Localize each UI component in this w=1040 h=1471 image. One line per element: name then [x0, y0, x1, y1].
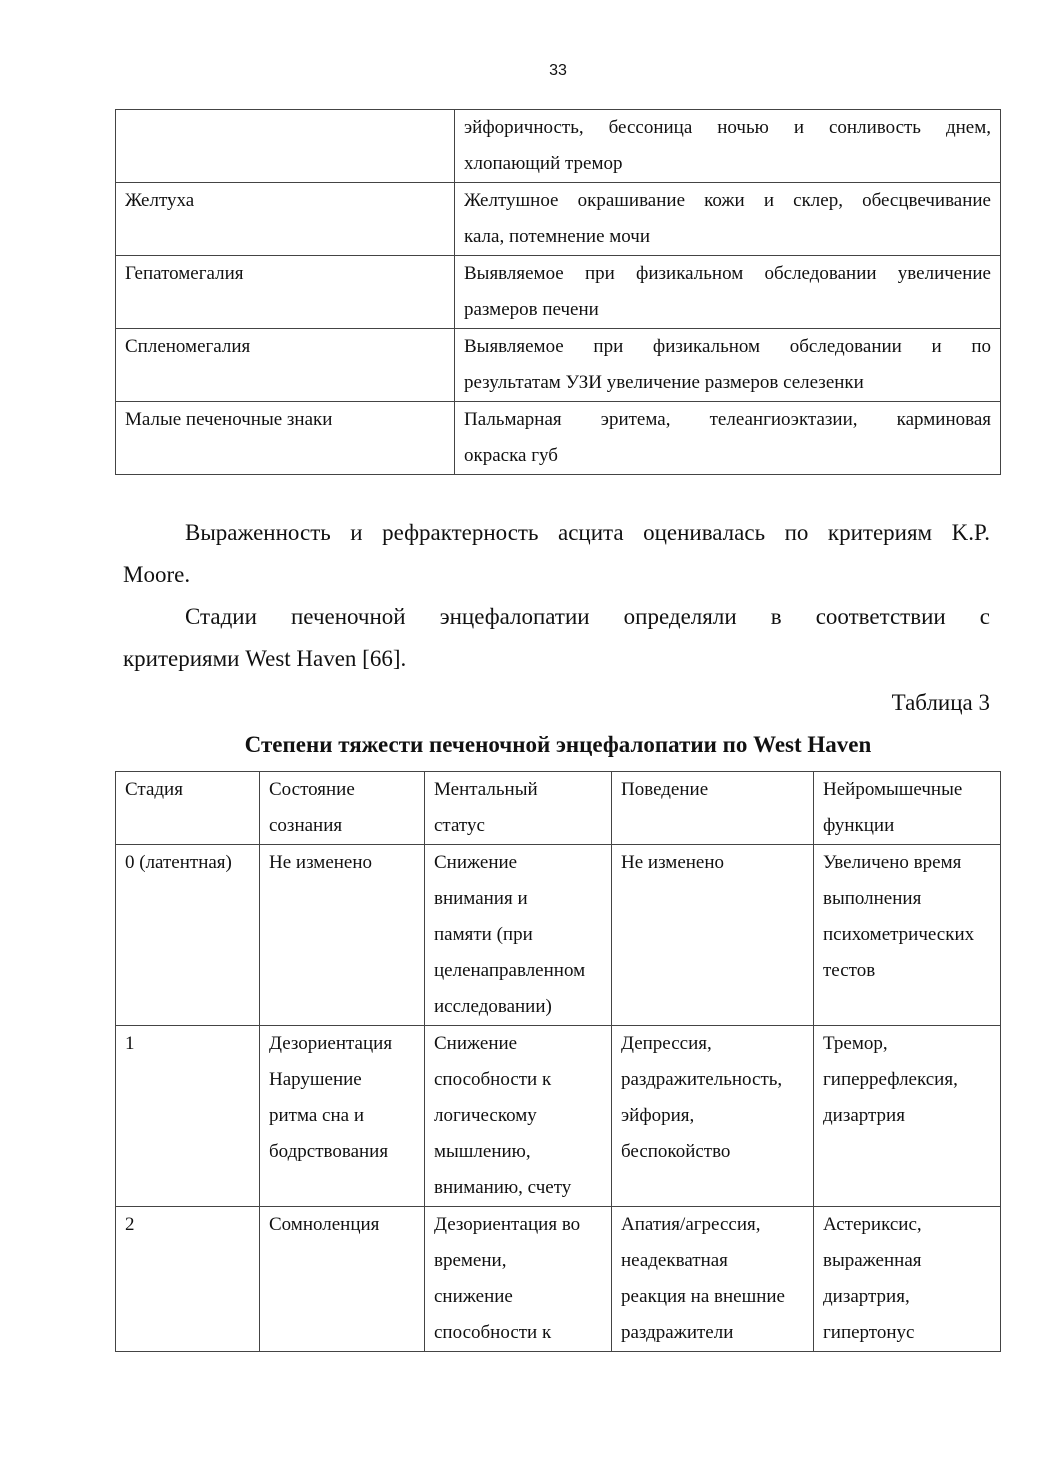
cell-line: Снижение	[434, 1033, 518, 1054]
header-line: Стадия	[125, 779, 183, 800]
header-line: Поведение	[621, 779, 709, 800]
symptom-row	[116, 110, 1001, 183]
cell-line: Астериксис,	[823, 1214, 922, 1235]
table-cell	[612, 1207, 814, 1352]
header-line: Ментальный	[434, 779, 538, 800]
cell-line: способности к	[434, 1322, 552, 1343]
table-cell	[260, 845, 425, 1026]
table-cell	[425, 1026, 612, 1207]
column-header	[612, 772, 814, 845]
table-title: Степени тяжести печеночной энцефалопатии по West Haven	[244, 732, 872, 757]
symptom-term: Гепатомегалия	[116, 256, 455, 329]
header-line: Состояние	[269, 779, 355, 800]
paragraph-ascites	[123, 512, 990, 596]
cell-line: Сомноленция	[269, 1214, 380, 1235]
description-line: кала, потемнение мочи	[464, 226, 651, 247]
description-line: Желтушное окрашивание кожи и склер, обесцвечивание	[464, 190, 991, 211]
symptom-row	[116, 183, 1001, 256]
symptom-term: Спленомегалия	[116, 329, 455, 402]
table-row	[116, 1026, 1001, 1207]
cell-line: тестов	[823, 960, 876, 981]
table-cell	[612, 1026, 814, 1207]
header-line: статус	[434, 815, 485, 836]
column-header	[814, 772, 1001, 845]
cell-line: 0 (латентная)	[125, 852, 232, 873]
description-line: Выявляемое при физикальном обследовании и по	[464, 336, 991, 357]
cell-line: снижение	[434, 1286, 513, 1307]
symptom-term: Малые печеночные знаки	[116, 402, 455, 475]
symptom-term	[116, 110, 455, 183]
cell-line: ритма сна и	[269, 1105, 364, 1126]
header-line: Нейромышечные	[823, 779, 963, 800]
cell-line: эйфория,	[621, 1105, 695, 1126]
table-cell	[814, 845, 1001, 1026]
table-cell	[814, 1207, 1001, 1352]
paragraph-line: Выраженность и рефрактерность асцита оценивалась по критериям K.P.	[185, 520, 990, 545]
description-line: Выявляемое при физикальном обследовании увеличение	[464, 263, 991, 284]
cell-line: Тремор,	[823, 1033, 888, 1054]
symptom-term: Желтуха	[116, 183, 455, 256]
description-line: результатам УЗИ увеличение размеров селезенки	[464, 372, 864, 393]
cell-line: памяти (при	[434, 924, 533, 945]
cell-line: Увеличено время	[823, 852, 962, 873]
table-row	[116, 845, 1001, 1026]
table-cell	[116, 845, 260, 1026]
description-line: эйфоричность, бессоница ночью и сонливость днем,	[464, 117, 991, 138]
table-cell	[116, 1026, 260, 1207]
table-row	[116, 1207, 1001, 1352]
cell-line: выполнения	[823, 888, 922, 909]
description-line: хлопающий тремор	[464, 153, 623, 174]
page-number: 33	[549, 62, 567, 79]
cell-line: Снижение	[434, 852, 518, 873]
cell-line: реакция на внешние	[621, 1286, 785, 1307]
cell-line: исследовании)	[434, 996, 552, 1017]
table-cell	[260, 1207, 425, 1352]
cell-line: неадекватная	[621, 1250, 728, 1271]
cell-line: вниманию, счету	[434, 1177, 572, 1198]
cell-line: времени,	[434, 1250, 507, 1271]
header-line: сознания	[269, 815, 343, 836]
cell-line: логическому	[434, 1105, 537, 1126]
table-cell	[814, 1026, 1001, 1207]
table-cell	[425, 845, 612, 1026]
cell-line: дизартрия,	[823, 1286, 910, 1307]
symptom-description	[455, 402, 1001, 475]
cell-line: беспокойство	[621, 1141, 731, 1162]
symptom-row	[116, 329, 1001, 402]
west-haven-table	[115, 771, 1001, 1352]
cell-line: целенаправленном	[434, 960, 586, 981]
table-cell	[612, 845, 814, 1026]
paragraph-line: критериями West Haven [66].	[123, 646, 407, 671]
cell-line: дизартрия	[823, 1105, 905, 1126]
cell-line: 1	[125, 1033, 135, 1054]
cell-line: Не изменено	[269, 852, 373, 873]
table-cell	[425, 1207, 612, 1352]
symptoms-table	[115, 109, 1001, 475]
symptom-description	[455, 256, 1001, 329]
symptom-description	[455, 183, 1001, 256]
table-header-row	[116, 772, 1001, 845]
paragraph-line: Стадии печеночной энцефалопатии определяли в соответствии с	[185, 604, 990, 629]
symptom-row	[116, 402, 1001, 475]
cell-line: раздражительность,	[621, 1069, 783, 1090]
description-line: окраска губ	[464, 445, 558, 466]
description-line: Пальмарная эритема, телеангиоэктазии, карминовая	[464, 409, 991, 430]
column-header	[425, 772, 612, 845]
cell-line: внимания и	[434, 888, 528, 909]
cell-line: мышлению,	[434, 1141, 531, 1162]
column-header	[260, 772, 425, 845]
symptom-description	[455, 110, 1001, 183]
table-cell	[116, 1207, 260, 1352]
cell-line: Апатия/агрессия,	[621, 1214, 761, 1235]
cell-line: 2	[125, 1214, 135, 1235]
header-line: функции	[823, 815, 895, 836]
cell-line: способности к	[434, 1069, 552, 1090]
cell-line: Не изменено	[621, 852, 725, 873]
cell-line: Нарушение	[269, 1069, 362, 1090]
description-line: размеров печени	[464, 299, 599, 320]
table-label: Таблица 3	[891, 690, 990, 715]
cell-line: гипертонус	[823, 1322, 915, 1343]
cell-line: бодрствования	[269, 1141, 389, 1162]
cell-line: гиперрефлексия,	[823, 1069, 958, 1090]
symptom-description	[455, 329, 1001, 402]
cell-line: Дезориентация	[269, 1033, 393, 1054]
cell-line: Дезориентация во	[434, 1214, 581, 1235]
cell-line: психометрических	[823, 924, 975, 945]
cell-line: выраженная	[823, 1250, 922, 1271]
cell-line: Депрессия,	[621, 1033, 712, 1054]
column-header	[116, 772, 260, 845]
paragraph-line: Moore.	[123, 562, 191, 587]
symptom-row	[116, 256, 1001, 329]
cell-line: раздражители	[621, 1322, 734, 1343]
table-cell	[260, 1026, 425, 1207]
paragraph-encephalopathy	[123, 596, 990, 680]
